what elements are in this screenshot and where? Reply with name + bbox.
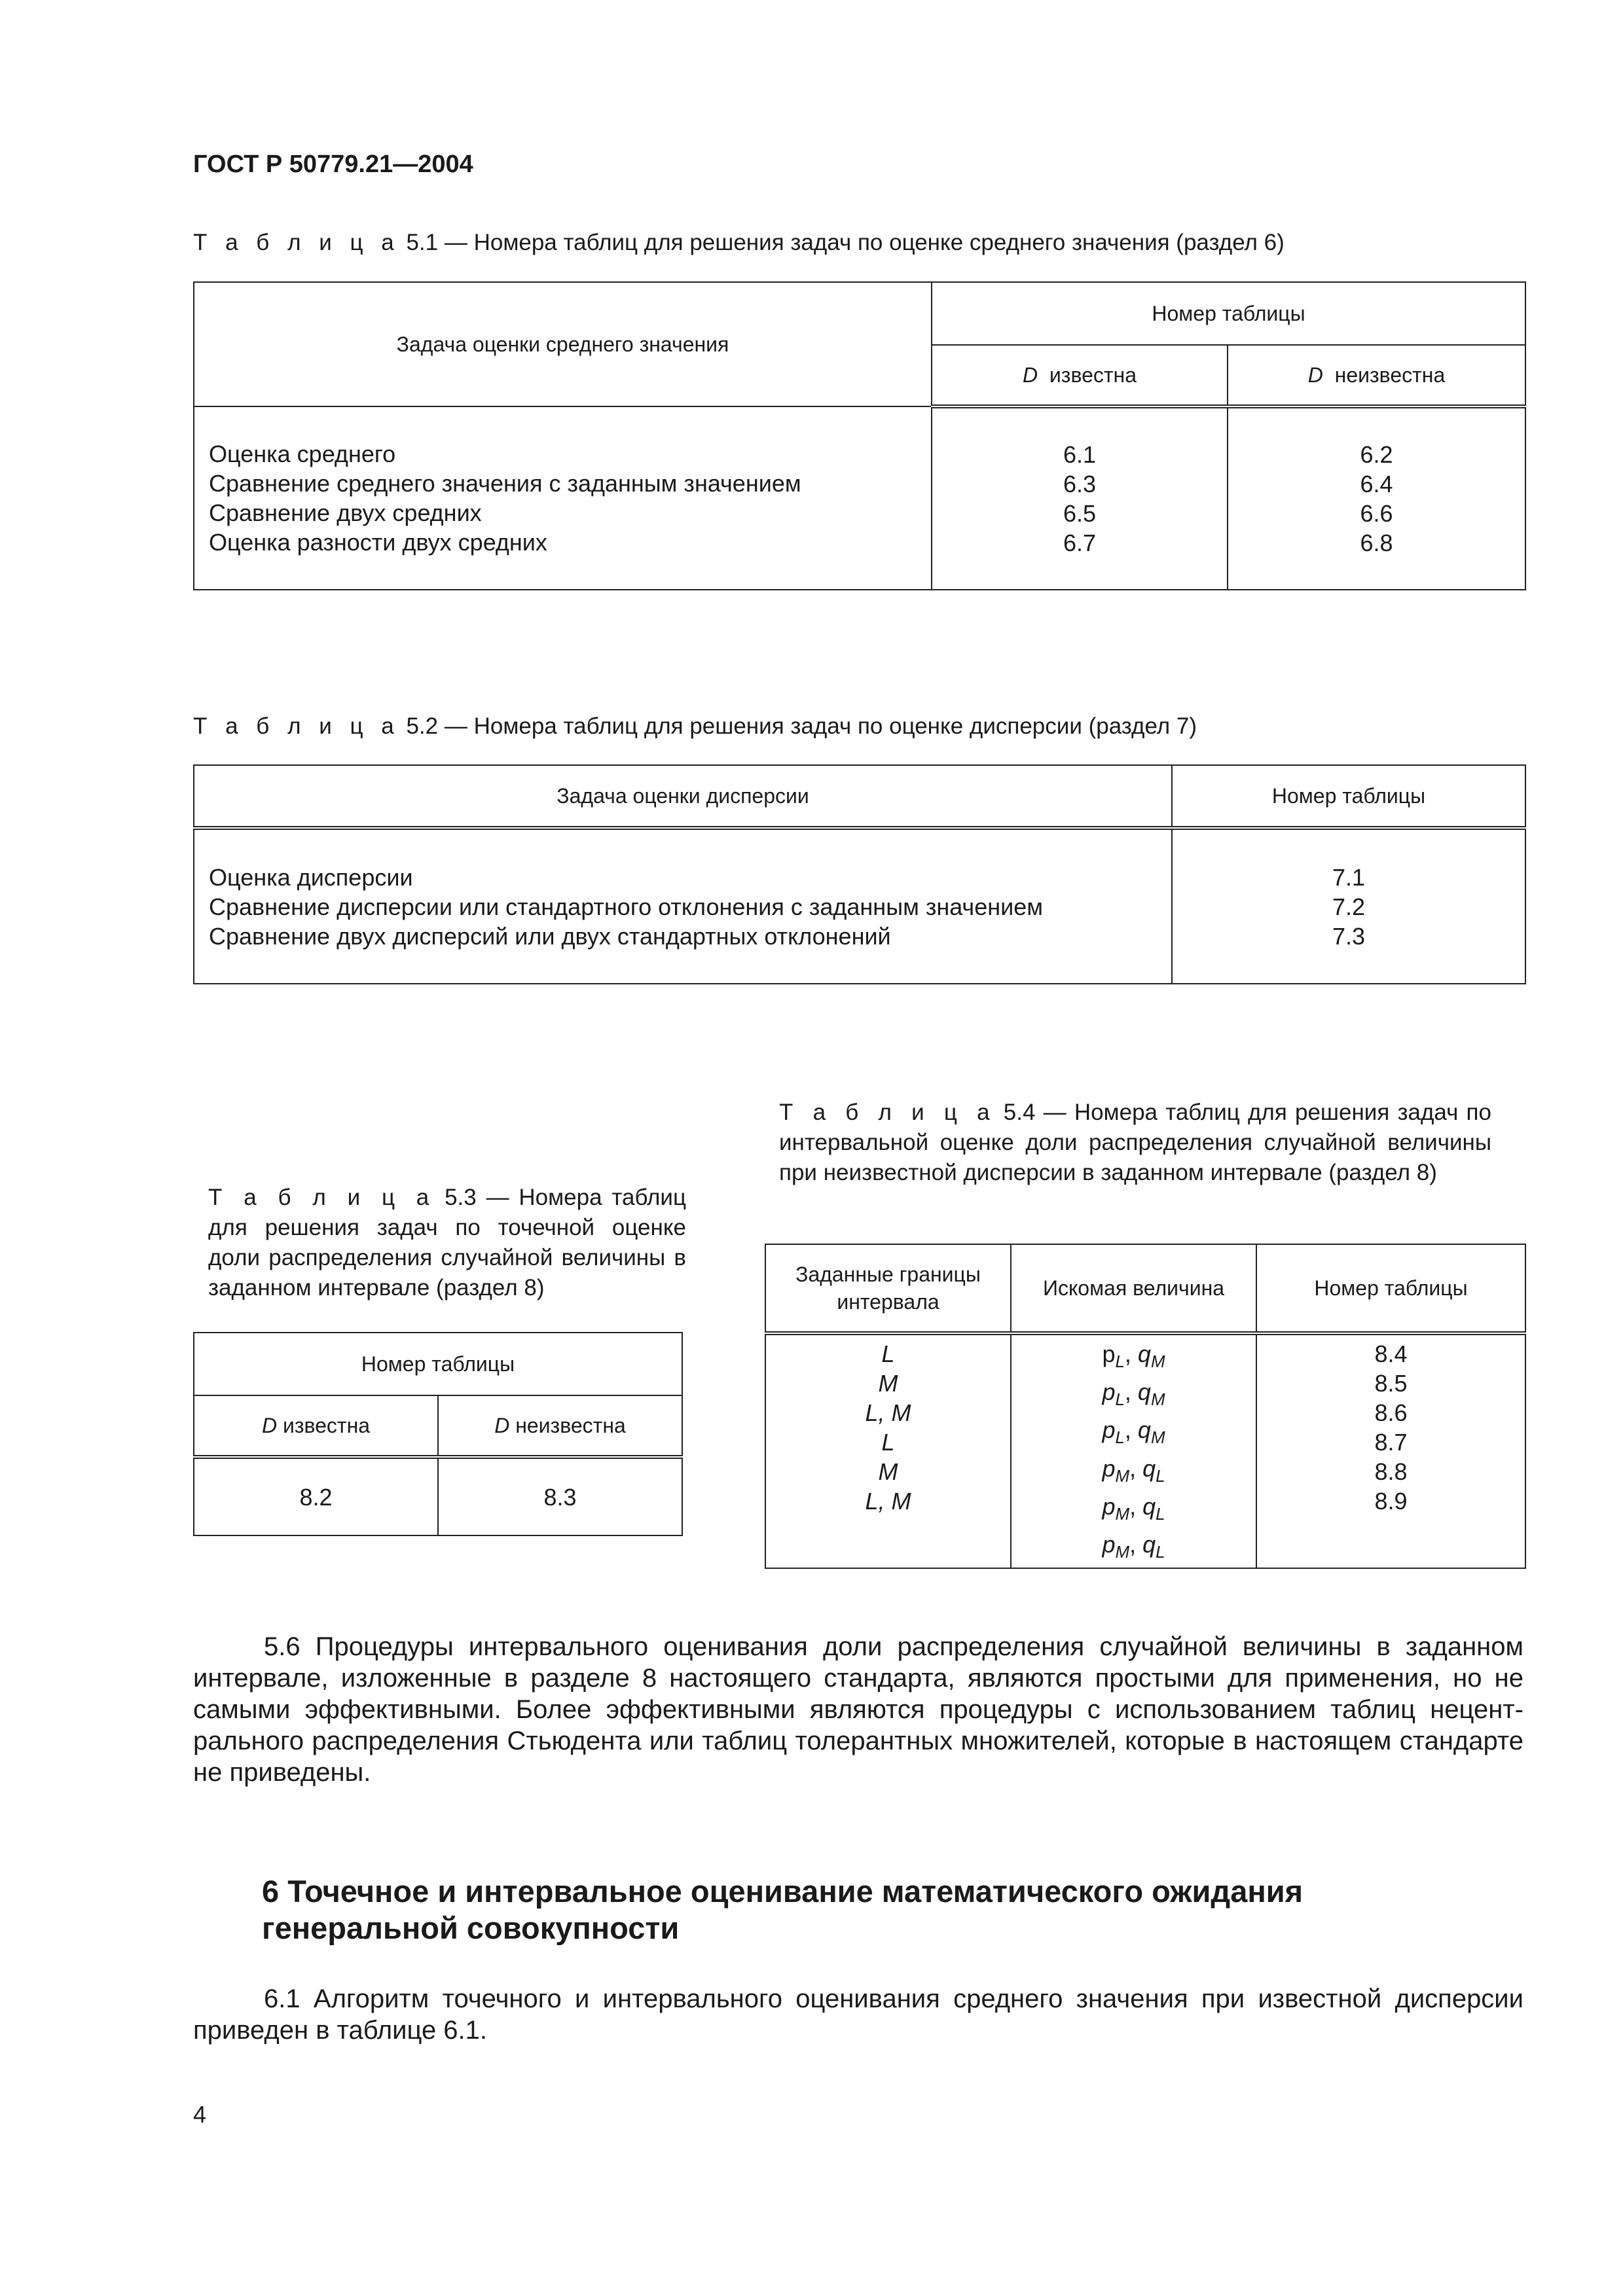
table-5-2 — [193, 764, 1526, 984]
table-label: Т а б л и ц а — [193, 230, 400, 255]
number-list: 8.4 8.5 8.6 8.7 8.8 8.9 — [1256, 1333, 1525, 1568]
page-number: 4 — [193, 2101, 207, 2128]
header-d-known: D известна — [932, 345, 1228, 406]
unknown-numbers: 6.2 6.4 6.6 6.8 — [1228, 406, 1525, 590]
table-5-1 — [193, 281, 1526, 590]
header-number: Номер таблицы — [1172, 765, 1525, 828]
header-number: Номер таблицы — [194, 1333, 682, 1395]
header-number: Номер таблицы — [1256, 1244, 1525, 1333]
header-sought: Искомая величина — [1011, 1244, 1256, 1333]
header-task: Задача оценки дисперсии — [194, 765, 1172, 828]
paragraph-5-6: 5.6 Процедуры интервального оценивания доли распределения случайной величины в заданном интервале, изложенные в разделе 8 настоящего стандарта, являются простыми для применения, но не самыми эффективными. Более эффективными являются процедуры с использованием таблиц нецентрального распределения Стьюдента или таблиц толерантных множителей, которые в настоящем стандарте не приведены. — [193, 1632, 1523, 1787]
table-5-4 — [765, 1244, 1526, 1569]
table-5-2-caption: Т а б л и ц а 5.2 — Номера таблиц для решения задач по оценке дисперсии (раздел 7) — [193, 713, 1197, 739]
bounds-list: L M L, M L M L, M — [765, 1333, 1011, 1568]
caption-text: 5.1 — Номера таблиц для решения задач по оценке среднего значения (раздел 6) — [406, 230, 1285, 255]
paragraph-6-1: 6.1 Алгоритм точечного и интервального оценивания среднего значения при известной дисперсии приведен в таблице 6.1. — [193, 1984, 1523, 2045]
header-bounds: Заданные границы интервала — [765, 1244, 1011, 1333]
table-5-3-caption: Т а б л и ц а 5.3 — Номера таблиц для решения задач по точечной оценке доли распределения случайной величины в заданном интервале (раздел 8) — [208, 1185, 686, 1300]
header-task: Задача оценки среднего значения — [194, 282, 932, 406]
known-numbers: 6.1 6.3 6.5 6.7 — [932, 406, 1228, 590]
sought-list: $p_L$, $q_M$ $p_L$, $q_M$ $p_L$, $q_M$ $p_M$, $q_L$ $p_M$, $q_L$ $p_M$, $q_L$ — [1011, 1333, 1256, 1568]
header-number: Номер таблицы — [932, 282, 1525, 345]
header-d-unknown: D неизвестна — [1228, 345, 1525, 406]
section-6-heading: 6 Точечное и интервальное оценивание математического ожидания генеральной совокупности — [262, 1874, 1304, 1945]
table-5-4-caption: Т а б л и ц а 5.4 — Номера таблиц для решения задач по интервальной оценке доли распределения случайной величины при неизвестной дисперсии в заданном интервале (раздел 8) — [779, 1100, 1491, 1185]
known-value: 8.2 — [194, 1457, 438, 1535]
task-list: Оценка среднего Сравнение среднего значения с заданным значением Сравнение двух средних Оценка разности двух средних — [194, 406, 932, 590]
unknown-value: 8.3 — [438, 1457, 682, 1535]
task-list: Оценка дисперсии Сравнение дисперсии или стандартного отклонения с заданным значением Сравнение двух дисперсий или двух стандартных отклонений — [194, 828, 1172, 984]
document-code: ГОСТ Р 50779.21—2004 — [193, 151, 473, 178]
table-5-3 — [193, 1332, 683, 1536]
table-5-1-caption — [193, 228, 1529, 258]
number-list: 7.1 7.2 7.3 — [1172, 828, 1525, 984]
header-d-known: D известна — [194, 1395, 438, 1457]
header-d-unknown: D неизвестна — [438, 1395, 682, 1457]
